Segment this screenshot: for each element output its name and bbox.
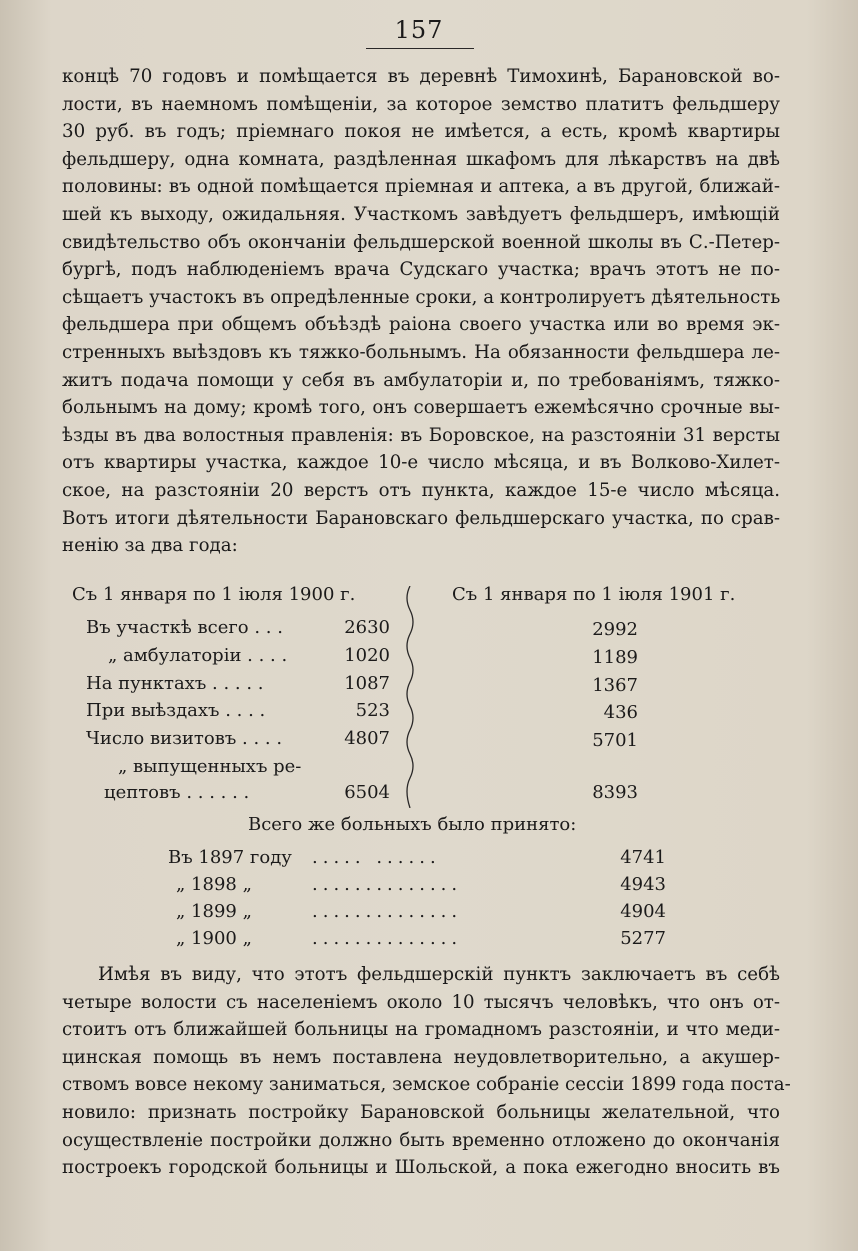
row-label-trips: При выѣздахъ . . . . [86, 700, 266, 721]
row-label-prescriptions: „ выпущенныхъ ре- [118, 756, 302, 777]
text-line: Имѣя въ виду, что этотъ фельдшерскій пунктъ заключаетъ въ себѣ [98, 964, 780, 985]
text-line: построекъ городской больницы и Шольской, а пока ежегодно вносить въ [62, 1157, 780, 1179]
header-1900: Съ 1 января по 1 іюля 1900 г. [72, 584, 356, 605]
leader-dots: .............. [312, 928, 463, 949]
header-1901: Съ 1 января по 1 іюля 1901 г. [452, 584, 736, 605]
text-line: Вотъ итоги дѣятельности Барановскаго фельдшерскаго участка, по срав- [62, 507, 780, 529]
text-line: шей къ выходу, ожидальняя. Участкомъ завѣдуетъ фельдшеръ, имѣющій [62, 203, 780, 225]
text-line: ствомъ вовсе некому заниматься, земское собраніе сессіи 1899 года поста- [62, 1074, 791, 1096]
text-line: житъ подача помощи у себя въ амбулаторіи и, по требованіямъ, тяжко- [62, 369, 780, 391]
text-line: новило: признать постройку Барановской больницы желательной, что [62, 1101, 780, 1123]
text-line: отъ квартиры участка, каждое 10-е число мѣсяца, и въ Волково-Хилет- [62, 452, 780, 474]
text-line: фельдшера при общемъ объѣздѣ раіона своего участка или во время эк- [62, 314, 780, 336]
text-line: цинская помощь въ немъ поставлена неудовлетворительно, а акушер- [62, 1046, 780, 1068]
value-1900: 523 [355, 700, 390, 721]
year-label: „ 1900 „ [176, 928, 252, 949]
text-line: стоитъ отъ ближайшей больницы на громадномъ разстояніи, и что меди- [62, 1019, 780, 1041]
paragraph-2 [62, 961, 791, 1182]
text-line: половины: въ одной помѣщается пріемная и аптека, а въ другой, ближай- [62, 176, 780, 198]
leader-dots: .............. [312, 874, 463, 895]
year-total: 5277 [620, 928, 666, 949]
leader-dots: .............. [312, 901, 463, 922]
value-1901: 1367 [592, 675, 638, 696]
text-line: осуществленіе постройки должно быть временно отложено до окончанія [62, 1129, 780, 1151]
page-number-rule [366, 48, 474, 49]
value-1901: 5701 [592, 730, 638, 751]
text-line: ское, на разстояніи 20 верстъ отъ пункта, каждое 15-е число мѣсяца. [62, 479, 780, 501]
paragraph-1 [62, 63, 780, 560]
text-line: ѣзды въ два волостныя правленія: въ Боровское, на разстояніи 31 версты [62, 424, 780, 446]
year-total: 4943 [620, 874, 666, 895]
text-line: больнымъ на дому; кромѣ того, онъ совершаетъ ежемѣсячно срочные вы- [62, 397, 780, 419]
value-1901: 1189 [592, 647, 638, 668]
row-label-visits: Число визитовъ . . . . [86, 728, 283, 749]
year-label: „ 1898 „ [176, 874, 252, 895]
year-total: 4741 [620, 847, 666, 868]
text-line: бургѣ, подъ наблюденіемъ врача Судскаго участка; врачъ этотъ не по- [62, 259, 780, 281]
text-line: ненію за два года: [62, 535, 238, 557]
curly-brace-divider [401, 586, 419, 808]
value-1900: 4807 [344, 728, 390, 749]
totals-title: Всего же больныхъ было принято: [248, 814, 577, 835]
leader-dots: ..... ...... [312, 847, 441, 868]
value-1900: 1087 [344, 673, 390, 694]
value-1901: 2992 [592, 619, 638, 640]
value-1900: 1020 [344, 645, 390, 666]
text-line: лости, въ наемномъ помѣщеніи, за которое земство платитъ фельдшеру [62, 93, 780, 115]
value-1901: 8393 [592, 782, 638, 803]
text-line: четыре волости съ населеніемъ около 10 тысячъ человѣкъ, что онъ от- [62, 991, 780, 1013]
value-1900: 6504 [344, 782, 390, 803]
text-line: свидѣтельство объ окончаніи фельдшерской военной школы въ С.-Петер- [62, 231, 780, 253]
text-line: фельдшеру, одна комната, раздѣленная шкафомъ для лѣкарствъ на двѣ [62, 148, 780, 170]
text-line: сѣщаетъ участокъ въ опредѣленные сроки, а контролируетъ дѣятельность [62, 286, 781, 308]
page-number: 157 [394, 16, 444, 44]
row-label-prescriptions-cont: цептовъ . . . . . . [104, 782, 250, 803]
value-1901: 436 [603, 702, 638, 723]
year-total: 4904 [620, 901, 666, 922]
text-line: концѣ 70 годовъ и помѣщается въ деревнѣ Тимохинѣ, Барановской во- [62, 66, 780, 87]
text-line: 30 руб. въ годъ; пріемнаго покоя не имѣется, а есть, кромѣ квартиры [62, 121, 780, 143]
value-1900: 2630 [344, 617, 390, 638]
row-label-ambulatory: „ амбулаторіи . . . . [108, 645, 288, 666]
row-label-points: На пунктахъ . . . . . [86, 673, 264, 694]
year-label: „ 1899 „ [176, 901, 252, 922]
text-line: стренныхъ выѣздовъ къ тяжко-больнымъ. На обязанности фельдшера ле- [62, 341, 780, 363]
year-label: Въ 1897 году [168, 847, 292, 868]
row-label-total: Въ участкѣ всего . . . [86, 617, 283, 638]
